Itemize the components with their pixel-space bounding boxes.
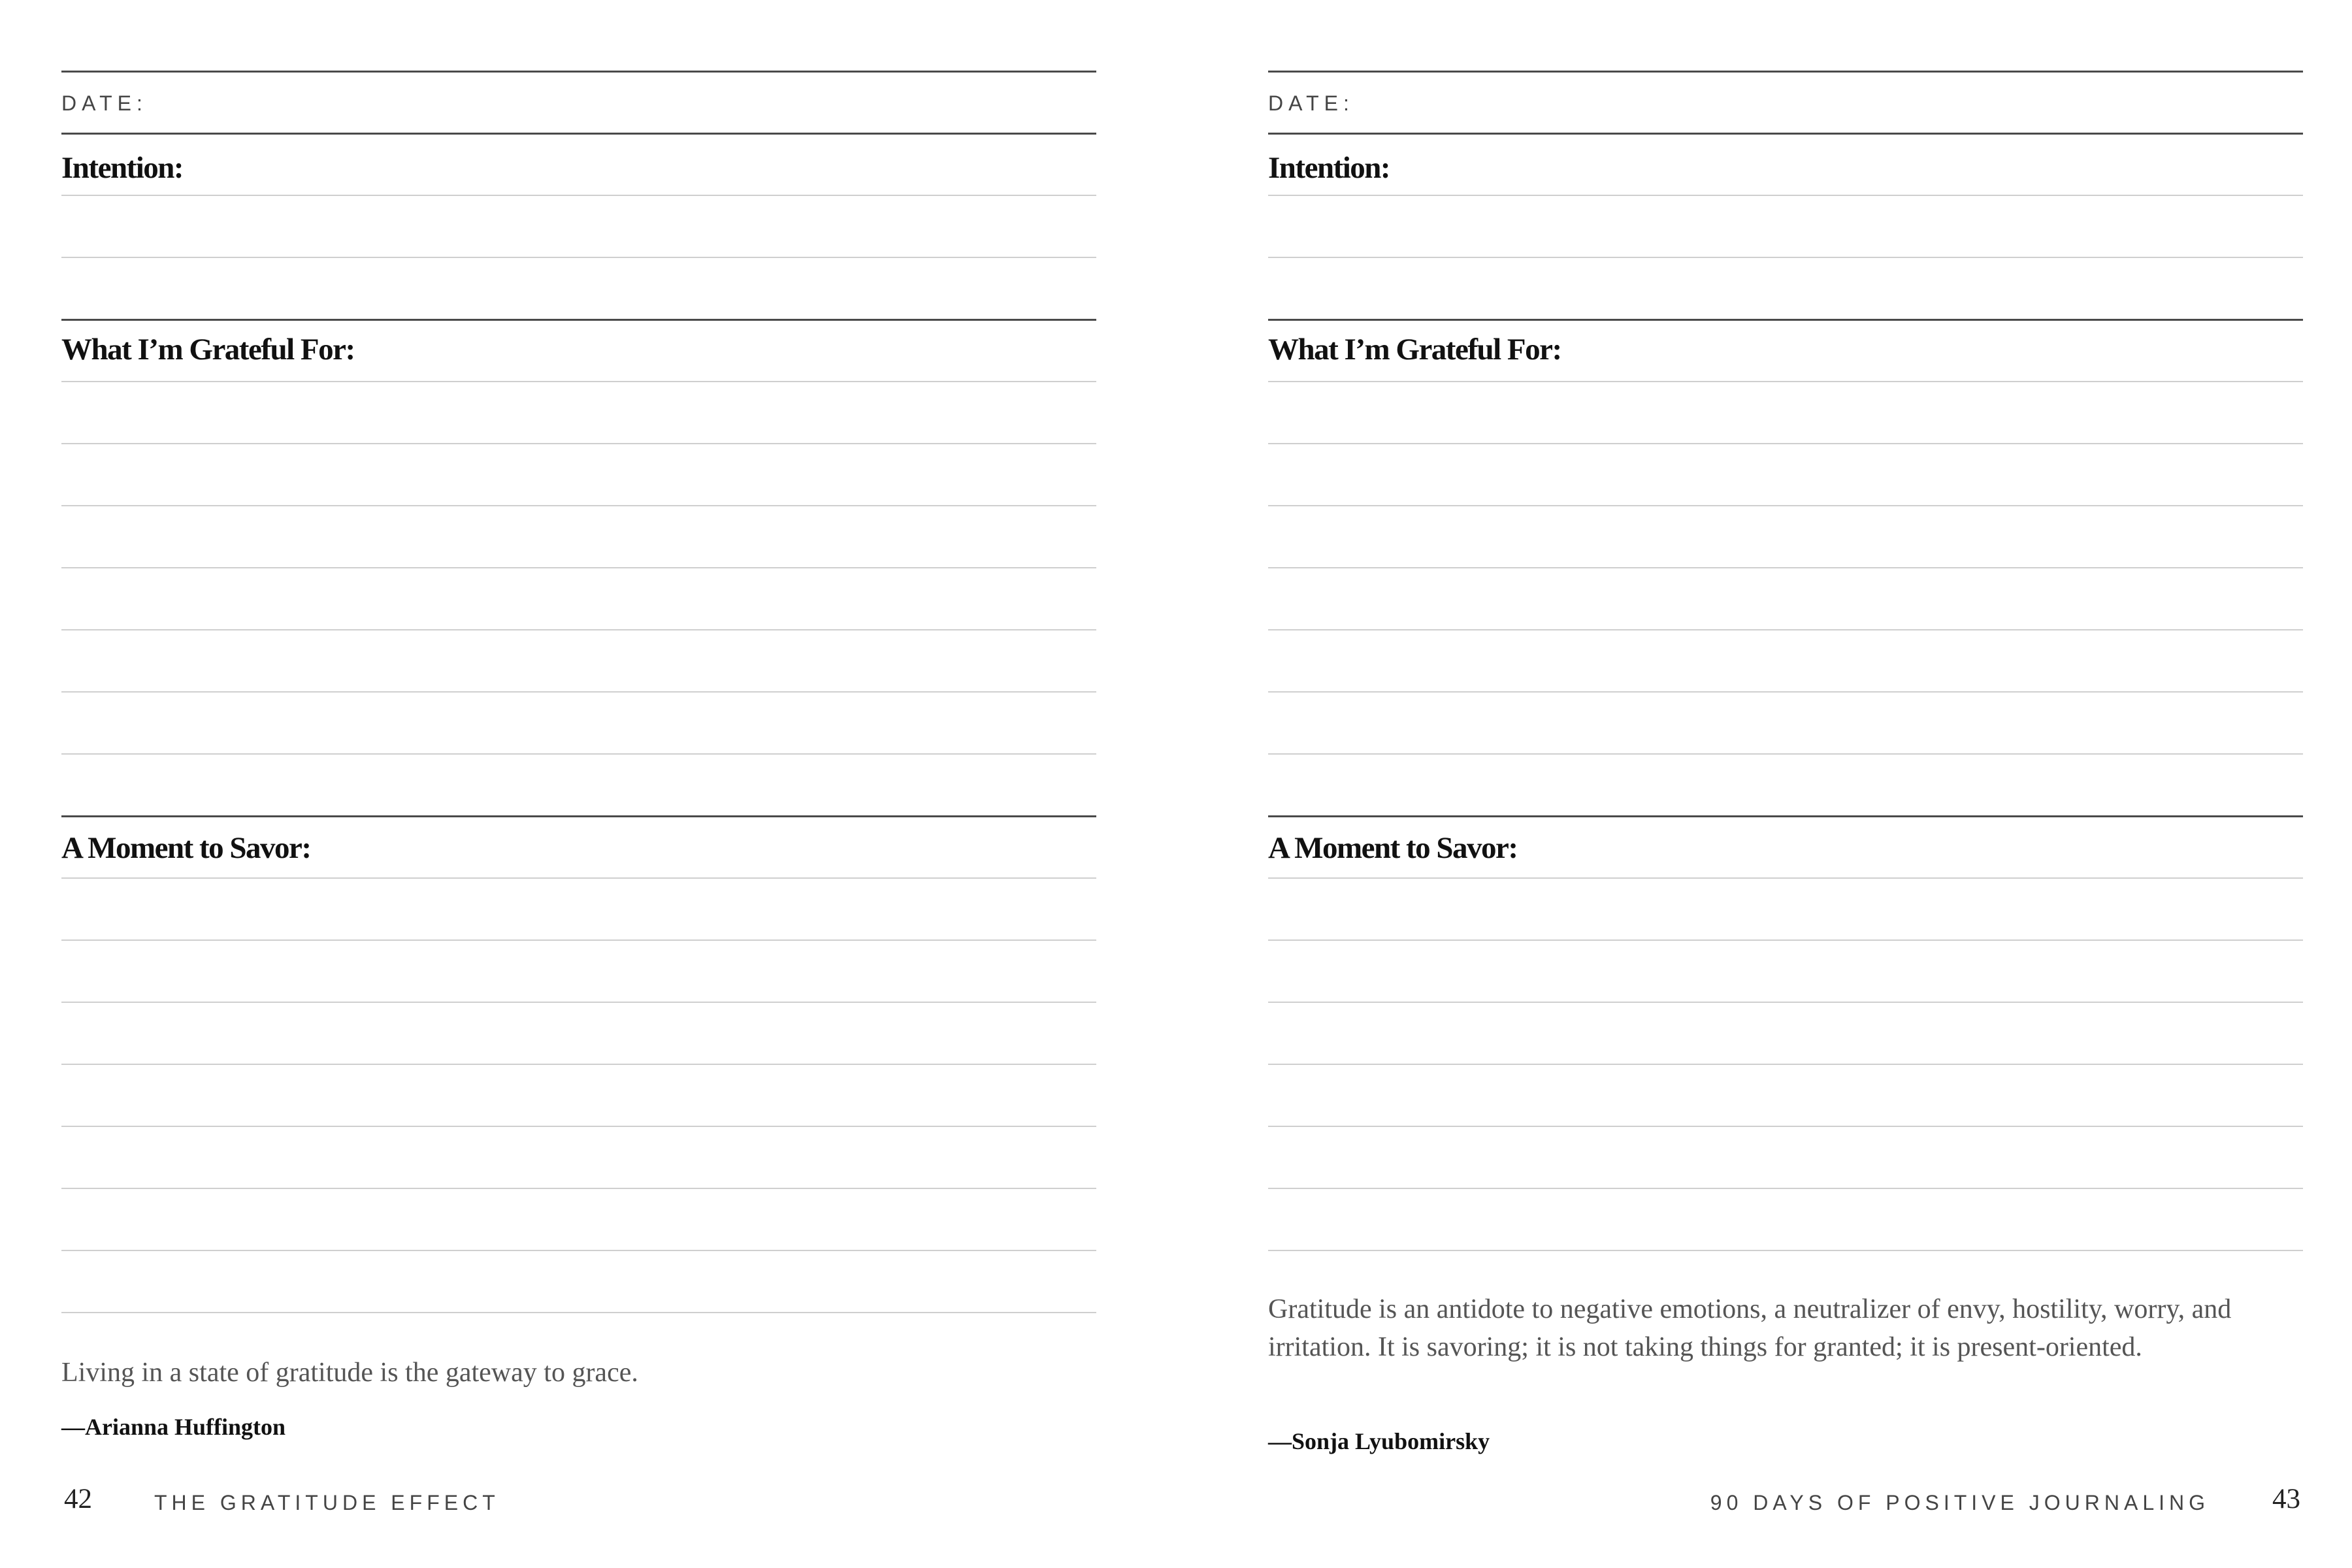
quote-text: Living in a state of gratitude is the gateway to grace. bbox=[61, 1358, 638, 1388]
writing-line[interactable] bbox=[1268, 195, 2303, 196]
writing-line[interactable] bbox=[1268, 939, 2303, 941]
grateful-heading: What I’m Grateful For: bbox=[61, 333, 355, 367]
intention-rule bbox=[61, 133, 1096, 135]
writing-line[interactable] bbox=[1268, 443, 2303, 444]
writing-line[interactable] bbox=[61, 443, 1096, 444]
right-page bbox=[1268, 0, 2303, 1568]
writing-line[interactable] bbox=[61, 195, 1096, 196]
writing-line[interactable] bbox=[61, 629, 1096, 630]
writing-line[interactable] bbox=[61, 877, 1096, 879]
date-label: DATE: bbox=[1268, 91, 1354, 115]
writing-line[interactable] bbox=[1268, 753, 2303, 755]
writing-line[interactable] bbox=[61, 257, 1096, 258]
writing-line[interactable] bbox=[61, 691, 1096, 693]
writing-line[interactable] bbox=[1268, 877, 2303, 879]
writing-line[interactable] bbox=[61, 1126, 1096, 1127]
writing-line[interactable] bbox=[61, 567, 1096, 568]
writing-line[interactable] bbox=[61, 1064, 1096, 1065]
grateful-heading: What I’m Grateful For: bbox=[1268, 333, 1561, 367]
writing-line[interactable] bbox=[61, 505, 1096, 506]
writing-line[interactable] bbox=[1268, 691, 2303, 693]
quote-author: —Arianna Huffington bbox=[61, 1414, 286, 1440]
page-number: 43 bbox=[2272, 1484, 2300, 1514]
moment-rule bbox=[61, 815, 1096, 817]
writing-line[interactable] bbox=[61, 381, 1096, 382]
writing-line[interactable] bbox=[1268, 381, 2303, 382]
writing-line[interactable] bbox=[1268, 1250, 2303, 1251]
running-title: 90 DAYS OF POSITIVE JOURNALING bbox=[1710, 1491, 2210, 1514]
moment-rule bbox=[1268, 815, 2303, 817]
writing-line[interactable] bbox=[61, 939, 1096, 941]
intention-rule bbox=[1268, 133, 2303, 135]
writing-line[interactable] bbox=[1268, 1064, 2303, 1065]
writing-line[interactable] bbox=[1268, 257, 2303, 258]
writing-line[interactable] bbox=[1268, 505, 2303, 506]
writing-line[interactable] bbox=[61, 1250, 1096, 1251]
writing-line[interactable] bbox=[61, 753, 1096, 755]
writing-line[interactable] bbox=[61, 1002, 1096, 1003]
quote-text: Gratitude is an antidote to negative emotions, a neutralizer of envy, hostility, worry, and irritation. It is savoring; it is not taking things for granted; it is present-oriented. bbox=[1268, 1294, 2232, 1362]
intention-heading: Intention: bbox=[61, 151, 184, 185]
writing-line[interactable] bbox=[61, 1188, 1096, 1189]
page-number: 42 bbox=[64, 1484, 92, 1514]
date-label: DATE: bbox=[61, 91, 148, 115]
grateful-rule bbox=[1268, 319, 2303, 321]
moment-heading: A Moment to Savor: bbox=[61, 831, 311, 865]
writing-line[interactable] bbox=[1268, 1002, 2303, 1003]
quote-author: —Sonja Lyubomirsky bbox=[1268, 1428, 1490, 1454]
intention-heading: Intention: bbox=[1268, 151, 1390, 185]
left-page bbox=[61, 0, 1096, 1568]
moment-heading: A Moment to Savor: bbox=[1268, 831, 1518, 865]
writing-line[interactable] bbox=[61, 1312, 1096, 1313]
writing-line[interactable] bbox=[1268, 567, 2303, 568]
date-top-rule bbox=[1268, 71, 2303, 73]
grateful-rule bbox=[61, 319, 1096, 321]
running-title: THE GRATITUDE EFFECT bbox=[154, 1491, 500, 1514]
date-top-rule bbox=[61, 71, 1096, 73]
writing-line[interactable] bbox=[1268, 1126, 2303, 1127]
writing-line[interactable] bbox=[1268, 629, 2303, 630]
writing-line[interactable] bbox=[1268, 1188, 2303, 1189]
